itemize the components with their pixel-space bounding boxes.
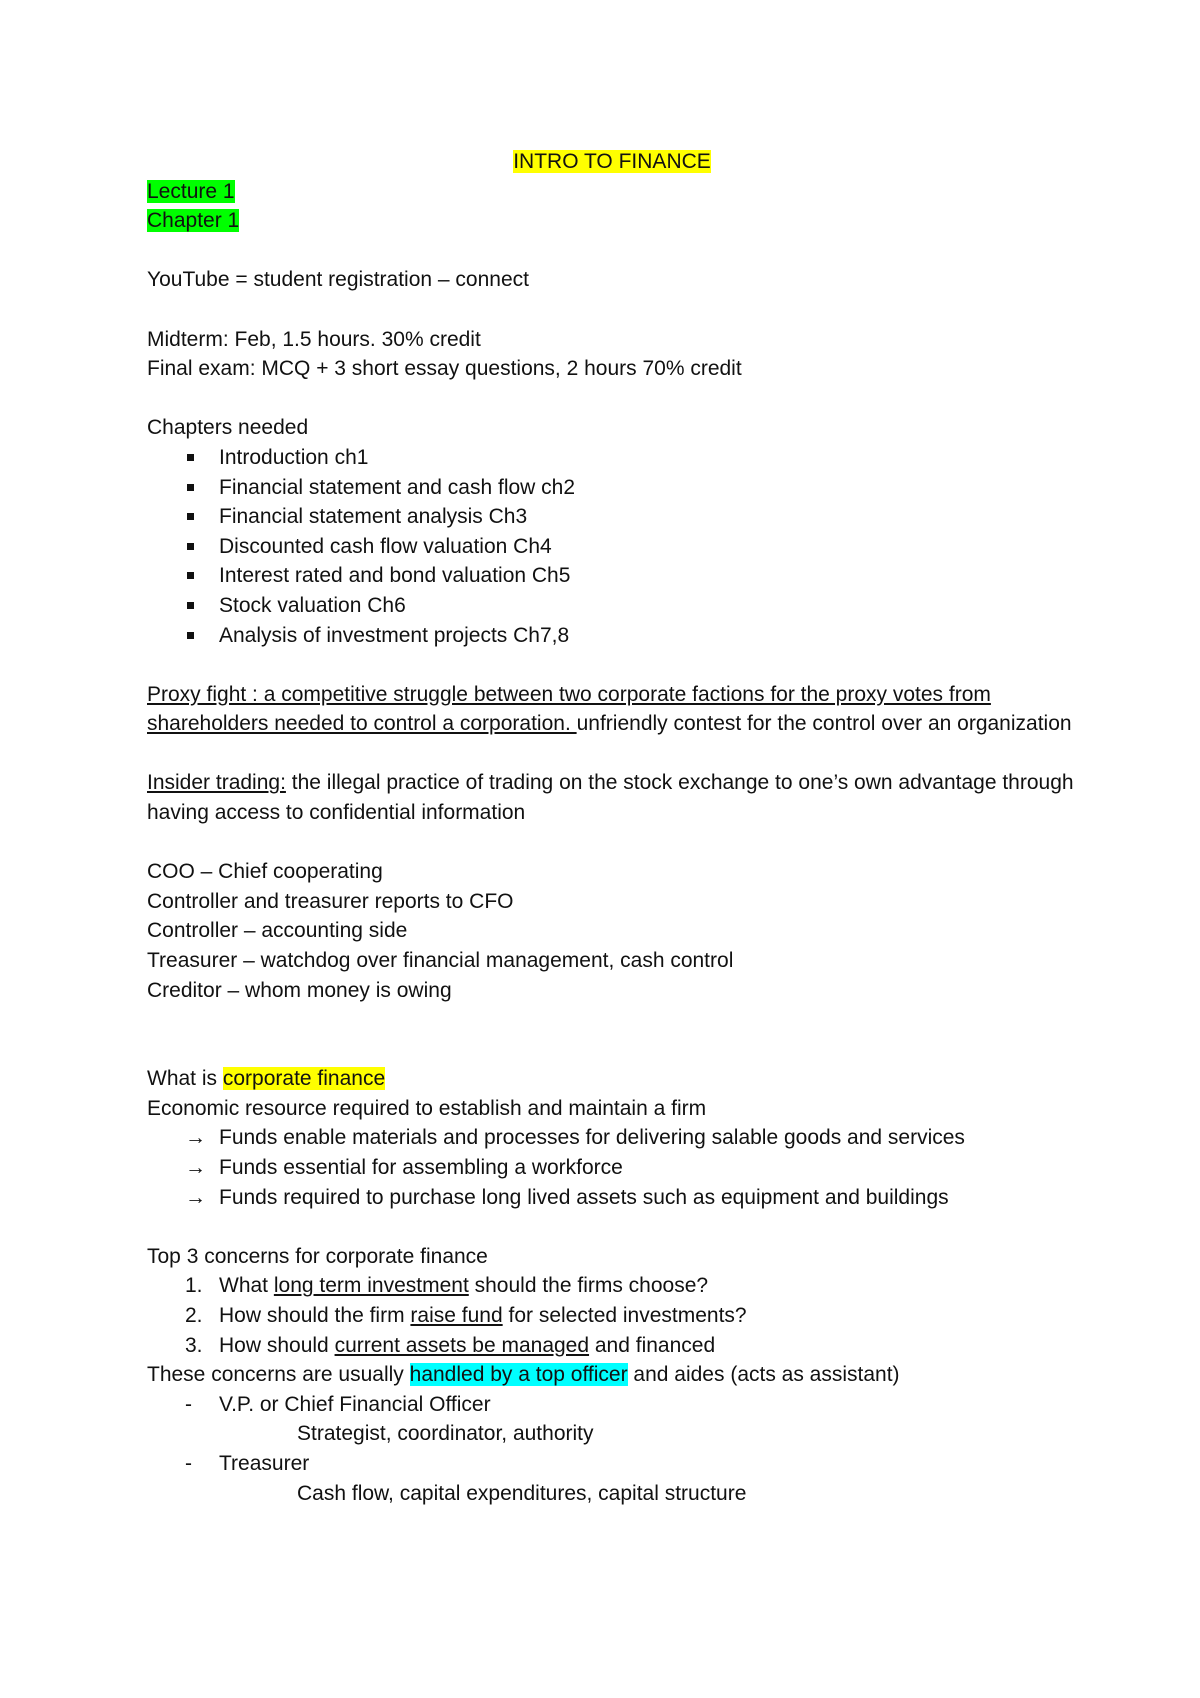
handled-highlight: handled by a top officer bbox=[409, 1363, 628, 1387]
role-line: Controller – accounting side bbox=[147, 919, 408, 943]
underlined-term: raise fund bbox=[410, 1303, 503, 1327]
list-item-text: Introduction ch1 bbox=[219, 445, 369, 469]
spacer bbox=[147, 384, 1077, 414]
insider-trading-term: Insider trading: bbox=[147, 771, 286, 795]
spacer bbox=[147, 236, 1077, 266]
list-item-text: Funds enable materials and processes for delivering salable goods and services bbox=[219, 1126, 965, 1150]
list-item-text: Discounted cash flow valuation Ch4 bbox=[219, 534, 552, 558]
bullet-icon bbox=[187, 513, 194, 520]
officers-list bbox=[147, 1390, 1077, 1420]
list-item bbox=[147, 532, 1077, 562]
corporate-finance-heading bbox=[147, 1064, 1077, 1094]
underlined-term: current assets be managed bbox=[334, 1333, 590, 1357]
list-item-text: What bbox=[219, 1274, 274, 1298]
role-line: COO – Chief cooperating bbox=[147, 860, 383, 884]
list-item-text: Stock valuation Ch6 bbox=[219, 593, 406, 617]
officer-name: Treasurer bbox=[219, 1451, 310, 1475]
list-item bbox=[147, 1183, 1077, 1213]
bullet-icon bbox=[187, 543, 194, 550]
arrow-right-icon: → bbox=[185, 1185, 206, 1209]
chapter-row bbox=[147, 206, 1077, 236]
list-item bbox=[147, 561, 1077, 591]
list-item-text: How should bbox=[219, 1333, 335, 1357]
doc-title: INTRO TO FINANCE bbox=[513, 150, 711, 173]
list-item bbox=[147, 1123, 1077, 1153]
list-number: 2. bbox=[185, 1303, 203, 1327]
list-item bbox=[147, 621, 1077, 651]
bullet-icon bbox=[187, 484, 194, 491]
arrow-right-icon: → bbox=[185, 1126, 206, 1150]
officers-list bbox=[147, 1449, 1077, 1479]
insider-trading-definition: the illegal practice of trading on the stock exchange to one’s own advantage through having access to confidential information bbox=[147, 771, 1074, 825]
spacer bbox=[147, 1212, 1077, 1242]
list-item-text: and financed bbox=[589, 1333, 716, 1357]
list-item-text: for selected investments? bbox=[502, 1303, 747, 1327]
list-item bbox=[147, 591, 1077, 621]
list-item-text: Interest rated and bond valuation Ch5 bbox=[219, 564, 571, 588]
list-item bbox=[147, 1449, 1077, 1479]
officer-detail: Cash flow, capital expenditures, capital structure bbox=[297, 1481, 747, 1505]
midterm-line: Midterm: Feb, 1.5 hours. 30% credit bbox=[147, 327, 481, 351]
chapter-label: Chapter 1 bbox=[147, 209, 240, 233]
lecture-label: Lecture 1 bbox=[147, 179, 235, 203]
handled-after: and aides (acts as assistant) bbox=[627, 1363, 900, 1387]
spacer bbox=[147, 739, 1077, 769]
list-item bbox=[147, 443, 1077, 473]
list-item-text: should the firms choose? bbox=[468, 1274, 709, 1298]
youtube-line: YouTube = student registration – connect bbox=[147, 268, 529, 292]
concerns-list bbox=[147, 1271, 1077, 1360]
list-number: 3. bbox=[185, 1333, 203, 1357]
chapters-heading: Chapters needed bbox=[147, 416, 309, 440]
list-item-text: Financial statement and cash flow ch2 bbox=[219, 475, 576, 499]
role-line: Controller and treasurer reports to CFO bbox=[147, 889, 514, 913]
final-exam-line: Final exam: MCQ + 3 short essay questions, 2 hours 70% credit bbox=[147, 357, 742, 381]
list-item bbox=[147, 1153, 1077, 1183]
spacer bbox=[147, 828, 1077, 858]
list-item-text: How should the firm bbox=[219, 1303, 411, 1327]
list-item bbox=[147, 1390, 1077, 1420]
list-item-text: Funds required to purchase long lived assets such as equipment and buildings bbox=[219, 1185, 949, 1209]
handled-by-line bbox=[147, 1360, 1077, 1390]
chapters-list bbox=[147, 443, 1077, 650]
bullet-icon bbox=[187, 632, 194, 639]
list-item-text: Funds essential for assembling a workforce bbox=[219, 1156, 623, 1179]
insider-trading-paragraph bbox=[147, 768, 1077, 827]
list-item bbox=[147, 1271, 1077, 1301]
list-item bbox=[147, 502, 1077, 532]
doc-title-row bbox=[147, 147, 1077, 177]
list-item bbox=[147, 1331, 1077, 1361]
heading-prefix: What is bbox=[147, 1067, 223, 1091]
bullet-icon bbox=[187, 602, 194, 609]
bullet-icon bbox=[187, 572, 194, 579]
concerns-heading: Top 3 concerns for corporate finance bbox=[147, 1244, 488, 1268]
role-line: Treasurer – watchdog over financial management, cash control bbox=[147, 949, 734, 973]
proxy-fight-rest: unfriendly contest for the control over an organization bbox=[576, 712, 1072, 736]
dash-marker: - bbox=[185, 1451, 192, 1475]
list-item-text: Financial statement analysis Ch3 bbox=[219, 505, 528, 529]
list-item-text: Analysis of investment projects Ch7,8 bbox=[219, 623, 570, 647]
arrow-right-icon: → bbox=[185, 1156, 206, 1179]
spacer bbox=[147, 1005, 1077, 1064]
officer-detail: Strategist, coordinator, authority bbox=[297, 1422, 594, 1446]
officer-name: V.P. or Chief Financial Officer bbox=[219, 1392, 491, 1416]
corporate-finance-highlight: corporate finance bbox=[222, 1067, 386, 1091]
role-line: Creditor – whom money is owing bbox=[147, 978, 452, 1002]
spacer bbox=[147, 295, 1077, 325]
list-item bbox=[147, 1301, 1077, 1331]
bullet-icon bbox=[187, 454, 194, 461]
list-number: 1. bbox=[185, 1274, 203, 1298]
lecture-row bbox=[147, 177, 1077, 207]
economic-resource-line: Economic resource required to establish and maintain a firm bbox=[147, 1096, 707, 1120]
dash-marker: - bbox=[185, 1392, 192, 1416]
spacer bbox=[147, 650, 1077, 680]
proxy-fight-paragraph bbox=[147, 680, 1077, 739]
handled-before: These concerns are usually bbox=[147, 1363, 410, 1387]
document-body bbox=[147, 147, 1077, 1508]
proxy-fight-definition: Proxy fight : a competitive struggle between two corporate factions for the proxy votes from shareholders needed to control a corporation. bbox=[147, 682, 991, 736]
funds-list bbox=[147, 1123, 1077, 1212]
underlined-term: long term investment bbox=[273, 1274, 469, 1298]
list-item bbox=[147, 473, 1077, 503]
